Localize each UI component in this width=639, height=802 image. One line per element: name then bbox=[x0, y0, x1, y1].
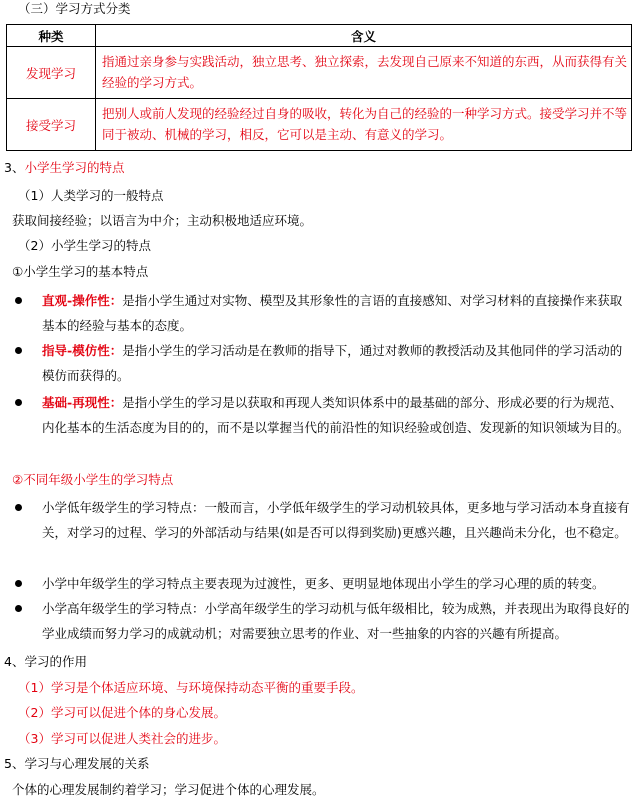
table-header-row bbox=[7, 25, 632, 47]
bullet-dot bbox=[15, 605, 22, 612]
list-item-text bbox=[42, 338, 634, 388]
list-item-text: 小学低年级学生的学习特点：一般而言，小学低年级学生的学习动机较具体，更多地与学习活动本身直接有关，对学习的过程、学习的外部活动与结果(如是否可以得到奖励)更感兴趣，且兴趣尚未分化，也不稳定。 bbox=[42, 500, 630, 540]
bullet-dot bbox=[15, 399, 22, 406]
table-header-meaning: 含义 bbox=[96, 25, 632, 47]
pupil-features-title: （2）小学生学习的特点 bbox=[18, 238, 151, 253]
basic-features-title: ①小学生学习的基本特点 bbox=[12, 264, 149, 279]
role-item: （2）学习可以促进个体的身心发展。 bbox=[18, 705, 226, 720]
heading-role-of-learning: 4、学习的作用 bbox=[4, 654, 87, 669]
term-label: 指导-模仿性： bbox=[42, 343, 123, 358]
grade-features-title: ②不同年级小学生的学习特点 bbox=[12, 472, 174, 487]
bullet-dot bbox=[15, 504, 22, 511]
term-label: 直观-操作性： bbox=[42, 293, 123, 308]
role-item: （1）学习是个体适应环境、与环境保持动态平衡的重要手段。 bbox=[18, 680, 364, 695]
term-label: 基础-再现性： bbox=[42, 395, 123, 410]
term-desc: 是指小学生的学习活动是在教师的指导下，通过对教师的教授活动及其他同伴的学习活动的模仿而获得的。 bbox=[42, 343, 623, 383]
table-row bbox=[7, 47, 632, 99]
list-item-text: 小学高年级学生的学习特点：小学高年级学生的学习动机与低年级相比，较为成熟，并表现出为取得良好的学业成绩而努力学习的成就动机；对需要独立思考的作业、对一些抽象的内容的兴趣有所提高。 bbox=[42, 601, 630, 641]
learning-types-table bbox=[6, 24, 632, 151]
table-cell-desc: 把别人或前人发现的经验经过自身的吸收，转化为自己的经验的一种学习方式。接受学习并不等同于被动、机械的学习，相反，它可以是主动、有意义的学习。 bbox=[96, 99, 632, 151]
relation-text: 个体的心理发展制约着学习；学习促进个体的心理发展。 bbox=[12, 782, 325, 797]
general-features-title: （1）人类学习的一般特点 bbox=[18, 188, 164, 203]
role-item: （3）学习可以促进人类社会的进步。 bbox=[18, 731, 226, 746]
list-item-text bbox=[42, 390, 634, 440]
section-title-learning-types: （三）学习方式分类 bbox=[18, 1, 131, 16]
bullet-dot bbox=[15, 347, 22, 354]
term-desc: 是指小学生的学习是以获取和再现人类知识体系中的最基础的部分、形成必要的行为规范、内化基本的生活态度为目的的，而不是以掌握当代的前沿性的知识经验或创造、发现新的知识领域为目的。 bbox=[42, 395, 630, 435]
table-cell-type: 发现学习 bbox=[7, 47, 96, 99]
heading-text: 小学生学习的特点 bbox=[24, 160, 125, 175]
table-row bbox=[7, 99, 632, 151]
table-header-type: 种类 bbox=[7, 25, 96, 47]
heading-pupil-learning bbox=[4, 160, 124, 176]
table-cell-type: 接受学习 bbox=[7, 99, 96, 151]
term-desc: 是指小学生通过对实物、模型及其形象性的言语的直接感知、对学习材料的直接操作来获取基本的经验与基本的态度。 bbox=[42, 293, 623, 333]
list-item-text: 小学中年级学生的学习特点主要表现为过渡性，更多、更明显地体现出小学生的学习心理的质的转变。 bbox=[42, 576, 605, 591]
bullet-dot bbox=[15, 580, 22, 587]
bullet-dot bbox=[15, 297, 22, 304]
table-cell-desc: 指通过亲身参与实践活动，独立思考、独立探索，去发现自己原来不知道的东西，从而获得有关经验的学习方式。 bbox=[96, 47, 632, 99]
heading-number: 3、 bbox=[4, 160, 25, 175]
general-features-text: 获取间接经验；以语言为中介；主动积极地适应环境。 bbox=[12, 213, 313, 228]
list-item-text bbox=[42, 288, 634, 338]
heading-learning-development: 5、学习与心理发展的关系 bbox=[4, 756, 150, 771]
